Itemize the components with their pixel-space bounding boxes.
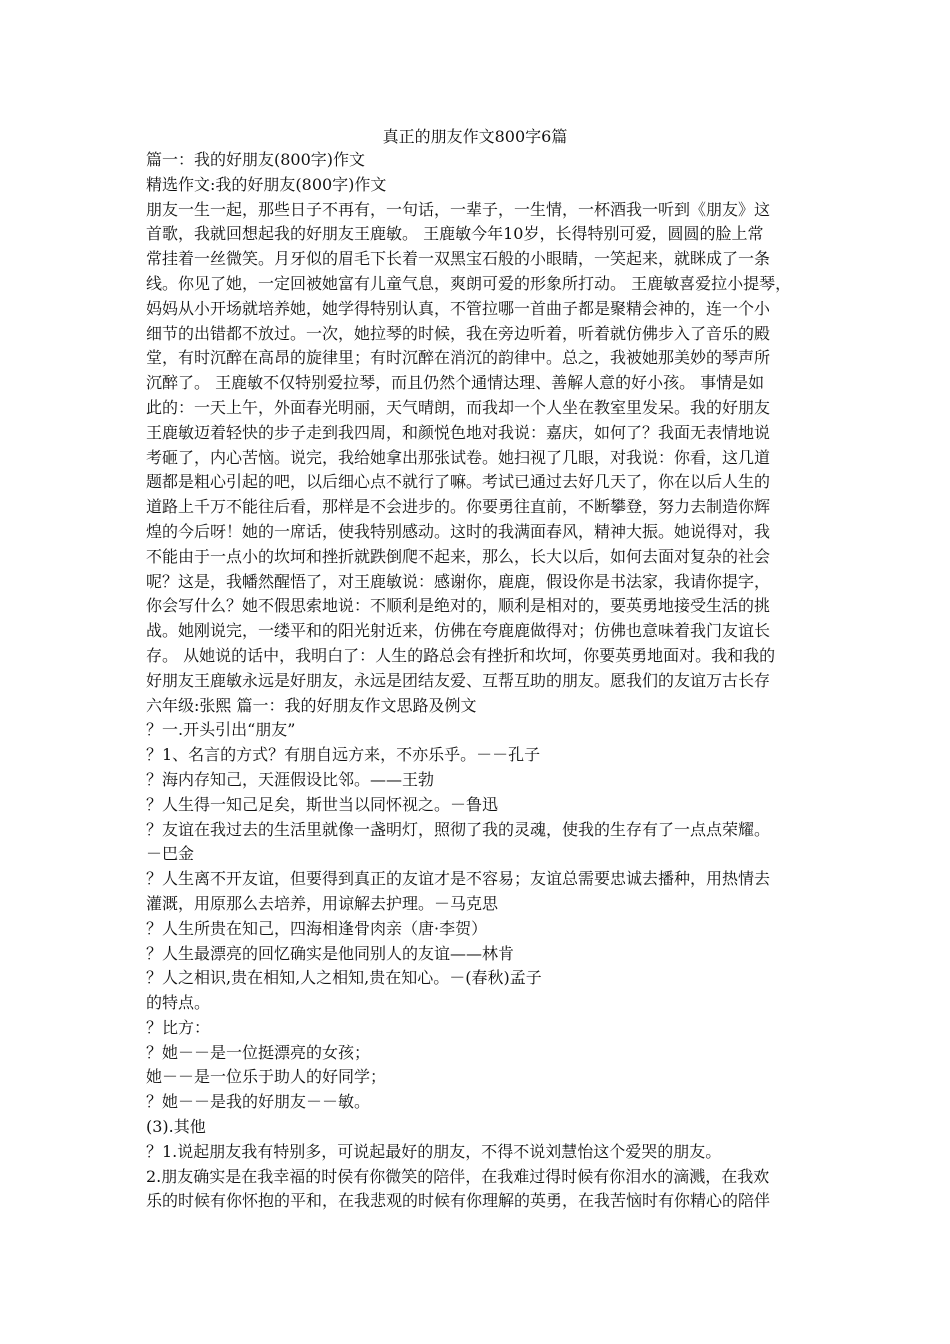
text-line: 她－－是一位乐于助人的好同学； bbox=[146, 1067, 387, 1087]
text-line: 篇一：我的好朋友(800字)作文 bbox=[146, 150, 366, 169]
text-line: 常挂着一丝微笑。月牙似的眉毛下长着一双黑宝石般的小眼睛，一笑起来，就眯成了一条 bbox=[146, 249, 771, 269]
text-line: 灌溉，用原那么去培养，用谅解去护理。－马克思 bbox=[146, 893, 499, 913]
text-line: 好朋友王鹿敏永远是好朋友，永远是团结友爱、互帮互助的朋友。愿我们的友谊万古长存 bbox=[146, 670, 771, 690]
text-line: 堂，有时沉醉在高昂的旋律里；有时沉醉在消沉的韵律中。总之，我被她那美妙的琴声所 bbox=[146, 348, 771, 368]
text-line: ？人生所贵在知己，四海相逢骨肉亲（唐·李贺） bbox=[146, 918, 488, 938]
text-line: 题都是粗心引起的吧，以后细心点不就行了嘛。考试已通过去好几天了，你在以后人生的 bbox=[146, 472, 771, 492]
text-line: ？人之相识,贵在相知,人之相知,贵在知心。－(春秋)孟子 bbox=[146, 968, 542, 988]
text-line: ？1.说起朋友我有特别多，可说起最好的朋友，不得不说刘慧怡这个爱哭的朋友。 bbox=[146, 1141, 722, 1161]
text-line: 此的：一天上午，外面春光明丽，天气晴朗，而我却一个人坐在教室里发呆。我的好朋友 bbox=[146, 397, 771, 417]
text-line: ？她－－是我的好朋友－－敏。 bbox=[146, 1092, 371, 1112]
text-line: 考砸了，内心苦恼。说完，我给她拿出那张试卷。她扫视了几眼，对我说：你看，这几道 bbox=[146, 447, 771, 467]
text-line: ？人生最漂亮的回忆确实是他同别人的友谊——林肯 bbox=[146, 943, 515, 963]
text-line: 六年级:张熙 篇一：我的好朋友作文思路及例文 bbox=[146, 695, 477, 715]
text-line: ？她－－是一位挺漂亮的女孩； bbox=[146, 1042, 371, 1062]
text-line: ？人生得一知己足矣，斯世当以同怀视之。－鲁迅 bbox=[146, 794, 499, 814]
text-line: 煌的今后呀！她的一席话，使我特别感动。这时的我满面春风，精神大振。她说得对，我 bbox=[146, 521, 771, 541]
text-line: 王鹿敏迈着轻快的步子走到我四周，和颜悦色地对我说：嘉庆，如何了？我面无表情地说 bbox=[146, 422, 771, 442]
text-line: －巴金 bbox=[146, 844, 195, 864]
text-line: 道路上千万不能往后看，那样是不会进步的。你要勇往直前，不断攀登，努力去制造你辉 bbox=[146, 497, 771, 517]
text-line: ？海内存知己，天涯假设比邻。——王勃 bbox=[146, 769, 435, 789]
text-line: (3).其他 bbox=[146, 1117, 206, 1137]
text-line: 呢？这是，我幡然醒悟了，对王鹿敏说：感谢你，鹿鹿，假设你是书法家，我请你提字， bbox=[146, 571, 771, 591]
text-line: 不能由于一点小的坎坷和挫折就跌倒爬不起来，那么，长大以后，如何去面对复杂的社会 bbox=[146, 546, 771, 566]
text-line: 乐的时候有你怀抱的平和，在我悲观的时候有你理解的英勇，在我苦恼时有你精心的陪伴 bbox=[146, 1191, 771, 1211]
text-line: 线。你见了她，一定回被她富有儿童气息，爽朗可爱的形象所打动。 王鹿敏喜爱拉小提琴， bbox=[146, 273, 792, 293]
text-line: ？1、名言的方式？有朋自远方来，不亦乐乎。－－孔子 bbox=[146, 745, 541, 765]
text-line: 2.朋友确实是在我幸福的时侯有你微笑的陪伴，在我难过得时候有你泪水的滴溅，在我欢 bbox=[146, 1166, 770, 1186]
text-line: 精选作文:我的好朋友(800字)作文 bbox=[146, 174, 387, 194]
text-line: 细节的出错都不放过。一次，她拉琴的时候，我在旁边听着，听着就仿佛步入了音乐的殿 bbox=[146, 323, 771, 343]
text-line: ？友谊在我过去的生活里就像一盏明灯，照彻了我的灵魂，使我的生存有了一点点荣耀。 bbox=[146, 819, 771, 839]
text-line: ？一.开头引出“朋友” bbox=[146, 720, 296, 740]
text-line: 你会写什么？她不假思索地说：不顺利是绝对的，顺利是相对的，要英勇地接受生活的挑 bbox=[146, 596, 771, 616]
text-line: ？比方： bbox=[146, 1017, 211, 1037]
text-line: ？人生离不开友谊，但要得到真正的友谊才是不容易；友谊总需要忠诚去播种，用热情去 bbox=[146, 869, 771, 889]
text-line: 朋友一生一起，那些日子不再有，一句话，一辈子，一生情，一杯酒我一听到《朋友》这 bbox=[146, 199, 771, 219]
document-body bbox=[146, 148, 821, 1214]
document-title: 真正的朋友作文800字6篇 bbox=[382, 127, 568, 146]
text-line: 妈妈从小开场就培养她，她学得特别认真，不管拉哪一首曲子都是聚精会神的，连一个小 bbox=[146, 298, 771, 318]
text-line: 存。 从她说的话中，我明白了：人生的路总会有挫折和坎坷，你要英勇地面对。我和我的 bbox=[146, 645, 776, 665]
text-line: 战。她刚说完，一缕平和的阳光射近来，仿佛在夸鹿鹿做得对；仿佛也意味着我门友谊长 bbox=[146, 621, 771, 641]
text-line: 的特点。 bbox=[146, 993, 211, 1013]
text-line: 首歌，我就回想起我的好朋友王鹿敏。 王鹿敏今年10岁，长得特别可爱，圆圆的脸上常 bbox=[146, 224, 764, 244]
text-line: 沉醉了。 王鹿敏不仅特别爱拉琴，而且仍然个通情达理、善解人意的好小孩。 事情是如 bbox=[146, 373, 765, 393]
